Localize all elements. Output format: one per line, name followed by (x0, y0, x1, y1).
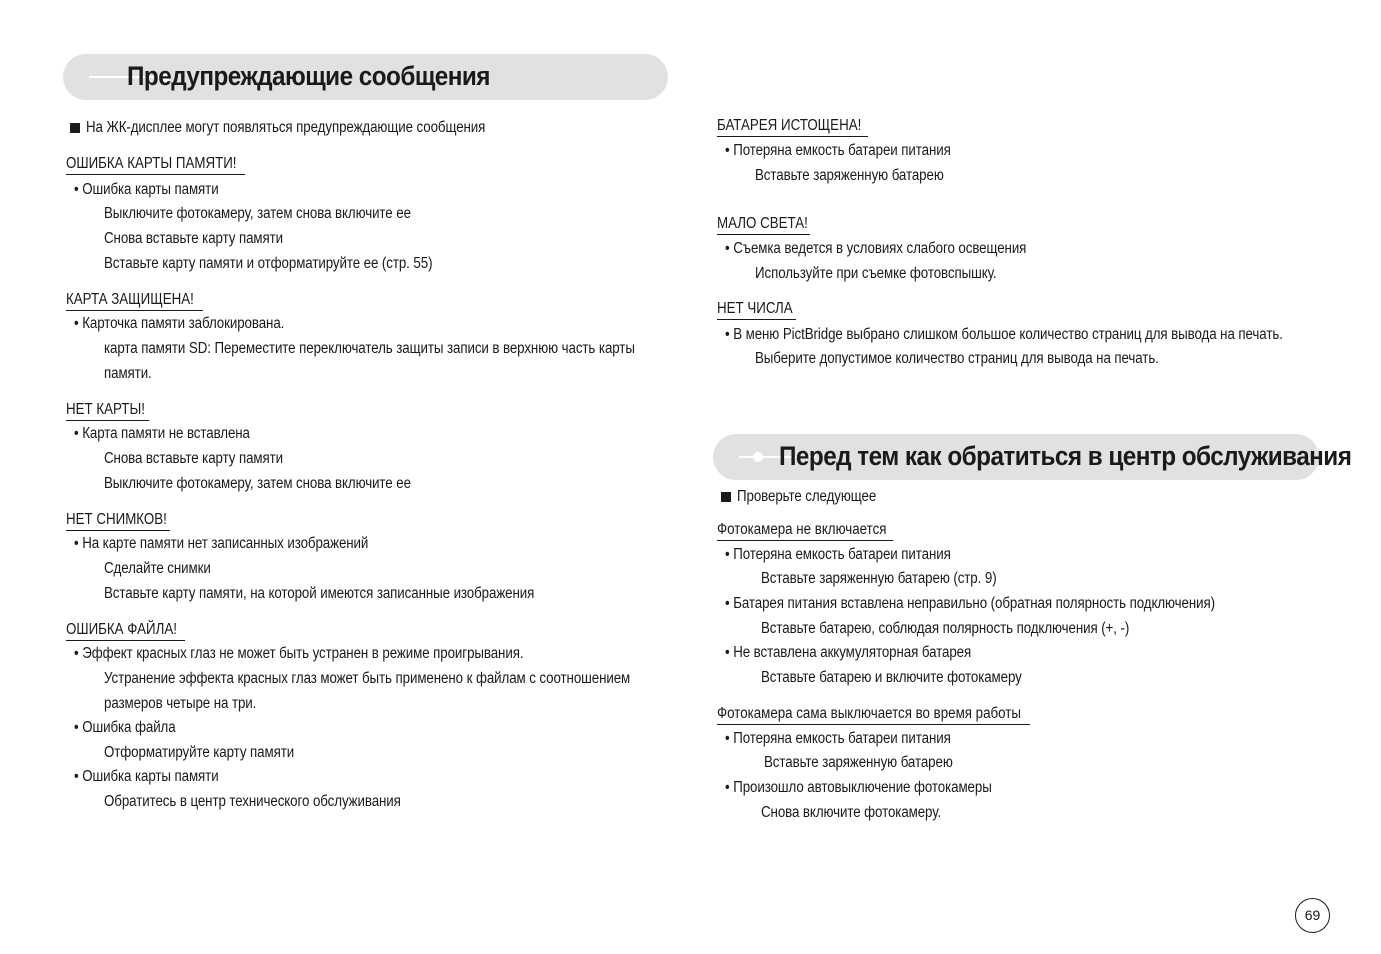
instruction-line: Устранение эффекта красных глаз может быть применено к файлам с соотношением (104, 670, 631, 687)
bullet-item: • Карточка памяти заблокирована. (74, 315, 285, 332)
instruction-line: Вставьте заряженную батарею (стр. 9) (761, 570, 997, 587)
instruction-line: памяти. (104, 365, 152, 382)
instruction-line: Вставьте батарею, соблюдая полярность подключения (+, -) (761, 620, 1130, 637)
section-heading-low-light: МАЛО СВЕТА! (717, 214, 810, 235)
bullet-item: • Потеряна емкость батареи питания (725, 142, 951, 159)
page-title: Предупреждающие сообщения (127, 61, 490, 91)
bullet-item: • Потеряна емкость батареи питания (725, 546, 951, 563)
section-title: Перед тем как обратиться в центр обслуживания (779, 441, 1352, 471)
instruction-line: Выберите допустимое количество страниц для вывода на печать. (755, 350, 1159, 367)
bullet-item: • На карте памяти нет записанных изображений (74, 535, 369, 552)
instruction-line: Вставьте карту памяти и отформатируйте ее (стр. 55) (104, 255, 433, 272)
instruction-line: размеров четыре на три. (104, 695, 257, 712)
instruction-line: Используйте при съемке фотовспышку. (755, 265, 997, 282)
instruction-line: Снова вставьте карту памяти (104, 450, 284, 467)
bullet-item: • Карта памяти не вставлена (74, 425, 250, 442)
instruction-line: Вставьте карту памяти, на которой имеются записанные изображения (104, 585, 535, 602)
section-heading-no-card: НЕТ КАРТЫ! (66, 400, 149, 421)
square-bullet-icon (70, 123, 80, 133)
instruction-line: Сделайте снимки (104, 560, 211, 577)
bullet-item: • Батарея питания вставлена неправильно (обратная полярность подключения) (725, 595, 1215, 612)
section-heading-card-error: ОШИБКА КАРТЫ ПАМЯТИ! (66, 154, 245, 175)
instruction-line: Обратитесь в центр технического обслуживания (104, 793, 401, 810)
bullet-item: • Потеряна емкость батареи питания (725, 730, 951, 747)
section-heading-card-locked: КАРТА ЗАЩИЩЕНА! (66, 290, 203, 311)
section-heading-file-error: ОШИБКА ФАЙЛА! (66, 620, 185, 641)
section-heading-no-power: Фотокамера не включается (717, 520, 893, 541)
instruction-line: Снова вставьте карту памяти (104, 230, 284, 247)
instruction-line: Снова включите фотокамеру. (761, 804, 942, 821)
bullet-item: • Ошибка карты памяти (74, 768, 219, 785)
bullet-item: • Ошибка файла (74, 719, 176, 736)
bullet-item: • Не вставлена аккумуляторная батарея (725, 644, 972, 661)
instruction-line: Выключите фотокамеру, затем снова включите ее (104, 205, 411, 222)
warning-messages-banner (63, 54, 668, 100)
bullet-item: • Съемка ведется в условиях слабого освещения (725, 240, 1027, 257)
square-bullet-icon (721, 492, 731, 502)
intro-text: Проверьте следующее (737, 488, 877, 505)
bullet-item: • Произошло автовыключение фотокамеры (725, 779, 992, 796)
section-heading-power-off: Фотокамера сама выключается во время работы (717, 704, 1030, 725)
section-heading-no-image: НЕТ СНИМКОВ! (66, 510, 170, 531)
instruction-line: карта памяти SD: Переместите переключатель защиты записи в верхнюю часть карты (104, 340, 635, 357)
instruction-line: Вставьте заряженную батарею (764, 754, 953, 771)
intro-text: На ЖК-дисплее могут появляться предупреждающие сообщения (86, 119, 486, 136)
service-center-banner (713, 434, 1352, 480)
bullet-item: • Ошибка карты памяти (74, 181, 219, 198)
bullet-item: • В меню PictBridge выбрано слишком большое количество страниц для вывода на печать. (725, 326, 1283, 343)
instruction-line: Выключите фотокамеру, затем снова включите ее (104, 475, 411, 492)
section-heading-battery-exhausted: БАТАРЕЯ ИСТОЩЕНА! (717, 116, 868, 137)
banner-decor-dot (753, 452, 763, 462)
section-heading-no-number: НЕТ ЧИСЛА (717, 299, 796, 320)
bullet-item: • Эффект красных глаз не может быть устранен в режиме проигрывания. (74, 645, 524, 662)
page-number: 69 (1295, 898, 1330, 933)
instruction-line: Вставьте заряженную батарею (755, 167, 944, 184)
instruction-line: Отформатируйте карту памяти (104, 744, 295, 761)
instruction-line: Вставьте батарею и включите фотокамеру (761, 669, 1022, 686)
